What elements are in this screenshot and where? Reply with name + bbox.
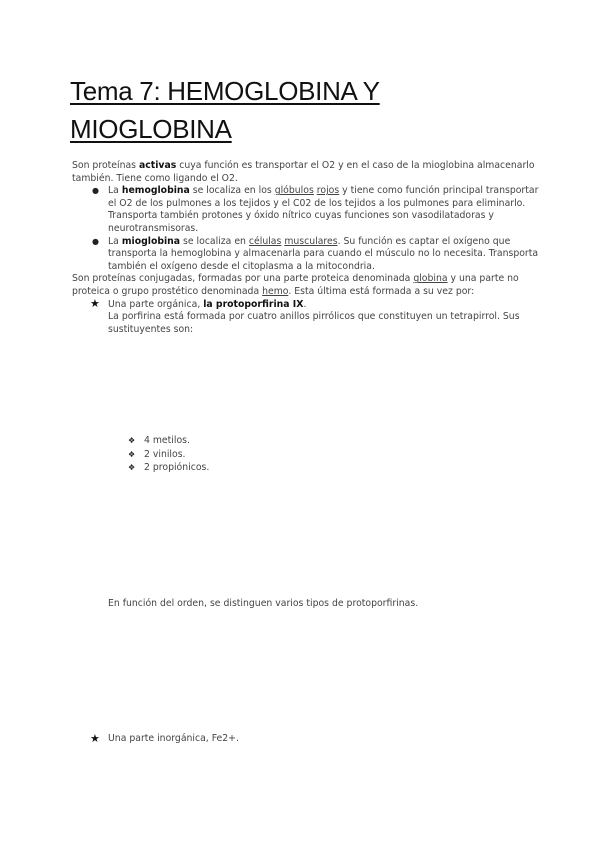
conj-text: Son proteínas conjugadas, formadas por una parte proteica denominada <box>72 273 414 285</box>
hb-bold: hemoglobina <box>121 185 190 197</box>
page-title <box>70 72 540 148</box>
list-item <box>128 434 209 448</box>
bullet-mioglobina <box>72 236 542 274</box>
conj-underline-2: hemo <box>262 285 289 297</box>
mb-text: La <box>108 235 122 247</box>
list-item-text: 2 propiónicos. <box>144 462 210 473</box>
hb-text: La <box>108 185 122 197</box>
list-item <box>128 448 209 462</box>
list-item <box>128 461 209 475</box>
conj-text-3: . Esta última está formada a su vez por: <box>288 285 475 297</box>
mb-text-2: se localiza en <box>180 235 249 247</box>
organica-line-1 <box>108 299 542 312</box>
diamond-bullet-icon: ❖ <box>128 449 136 459</box>
list-item-text: 2 vinilos. <box>144 448 186 460</box>
organica-line-2: La porfirina está formada por cuatro anillos pirrólicos que constituyen un tetrapirrol. Sus sustituyentes son: <box>108 311 520 335</box>
mb-text-3: . Su función es captar el oxígeno que transporta la hemoglobina y almacenarla para cuando el músculo no lo necesita. Transporta también el oxígeno desde el citoplasma a la mitocondria. <box>108 235 539 272</box>
orden-paragraph: En función del orden, se distinguen varios tipos de protoporfirinas. <box>108 598 419 609</box>
hb-text-2: se localiza en los <box>189 185 275 197</box>
star-icon: ★ <box>90 732 100 745</box>
intro-text: Son proteínas <box>72 160 139 171</box>
star-icon: ★ <box>90 296 100 310</box>
mb-underline-1: células <box>248 235 282 247</box>
bullet-dot-icon: ● <box>92 236 99 246</box>
title-line-2: MIOGLOBINA <box>70 114 232 144</box>
list-item-text: 4 metilos. <box>144 435 190 446</box>
mb-underline-2: musculares <box>284 235 338 247</box>
diamond-bullet-icon: ❖ <box>128 436 136 445</box>
star-item-organica <box>72 296 542 337</box>
hb-underline-1: glóbulos <box>274 185 314 197</box>
diamond-bullet-icon: ❖ <box>128 463 136 472</box>
hb-underline-2: rojos <box>316 185 340 197</box>
sustituyentes-list <box>128 434 209 475</box>
intro-bold: activas <box>138 160 177 171</box>
intro-text-2: cuya función es transportar el O2 y en el caso de la mioglobina almacenarlo también. Tiene como ligando el O2. <box>72 160 535 184</box>
org-text: Una parte orgánica, <box>108 298 204 310</box>
bullet-hemoglobina <box>72 185 542 235</box>
title-line-1: Tema 7: HEMOGLOBINA Y <box>70 76 380 106</box>
conj-underline-1: globina <box>413 273 448 285</box>
org-text-2: . <box>303 298 307 310</box>
intro-paragraph <box>72 160 542 185</box>
star-item-inorganica <box>72 733 408 744</box>
bullet-dot-icon: ● <box>92 186 99 196</box>
document-body <box>72 160 542 336</box>
conjugadas-paragraph <box>72 273 542 298</box>
org-bold: la protoporfirina IX <box>203 298 304 310</box>
conj-text-2: y una parte no proteica o grupo prostético denominada <box>72 273 519 297</box>
mb-bold: mioglobina <box>121 235 181 247</box>
hb-text-3: y tiene como función principal transportar el O2 de los pulmones a los tejidos y el C02 de los tejidos a los pulmones para eliminarlo. Transporta también protones y óxido nítrico cuyas funciones son vasodilatadoras y neurotransmisoras. <box>108 185 539 234</box>
inorganica-text: Una parte inorgánica, Fe2+. <box>108 733 239 744</box>
